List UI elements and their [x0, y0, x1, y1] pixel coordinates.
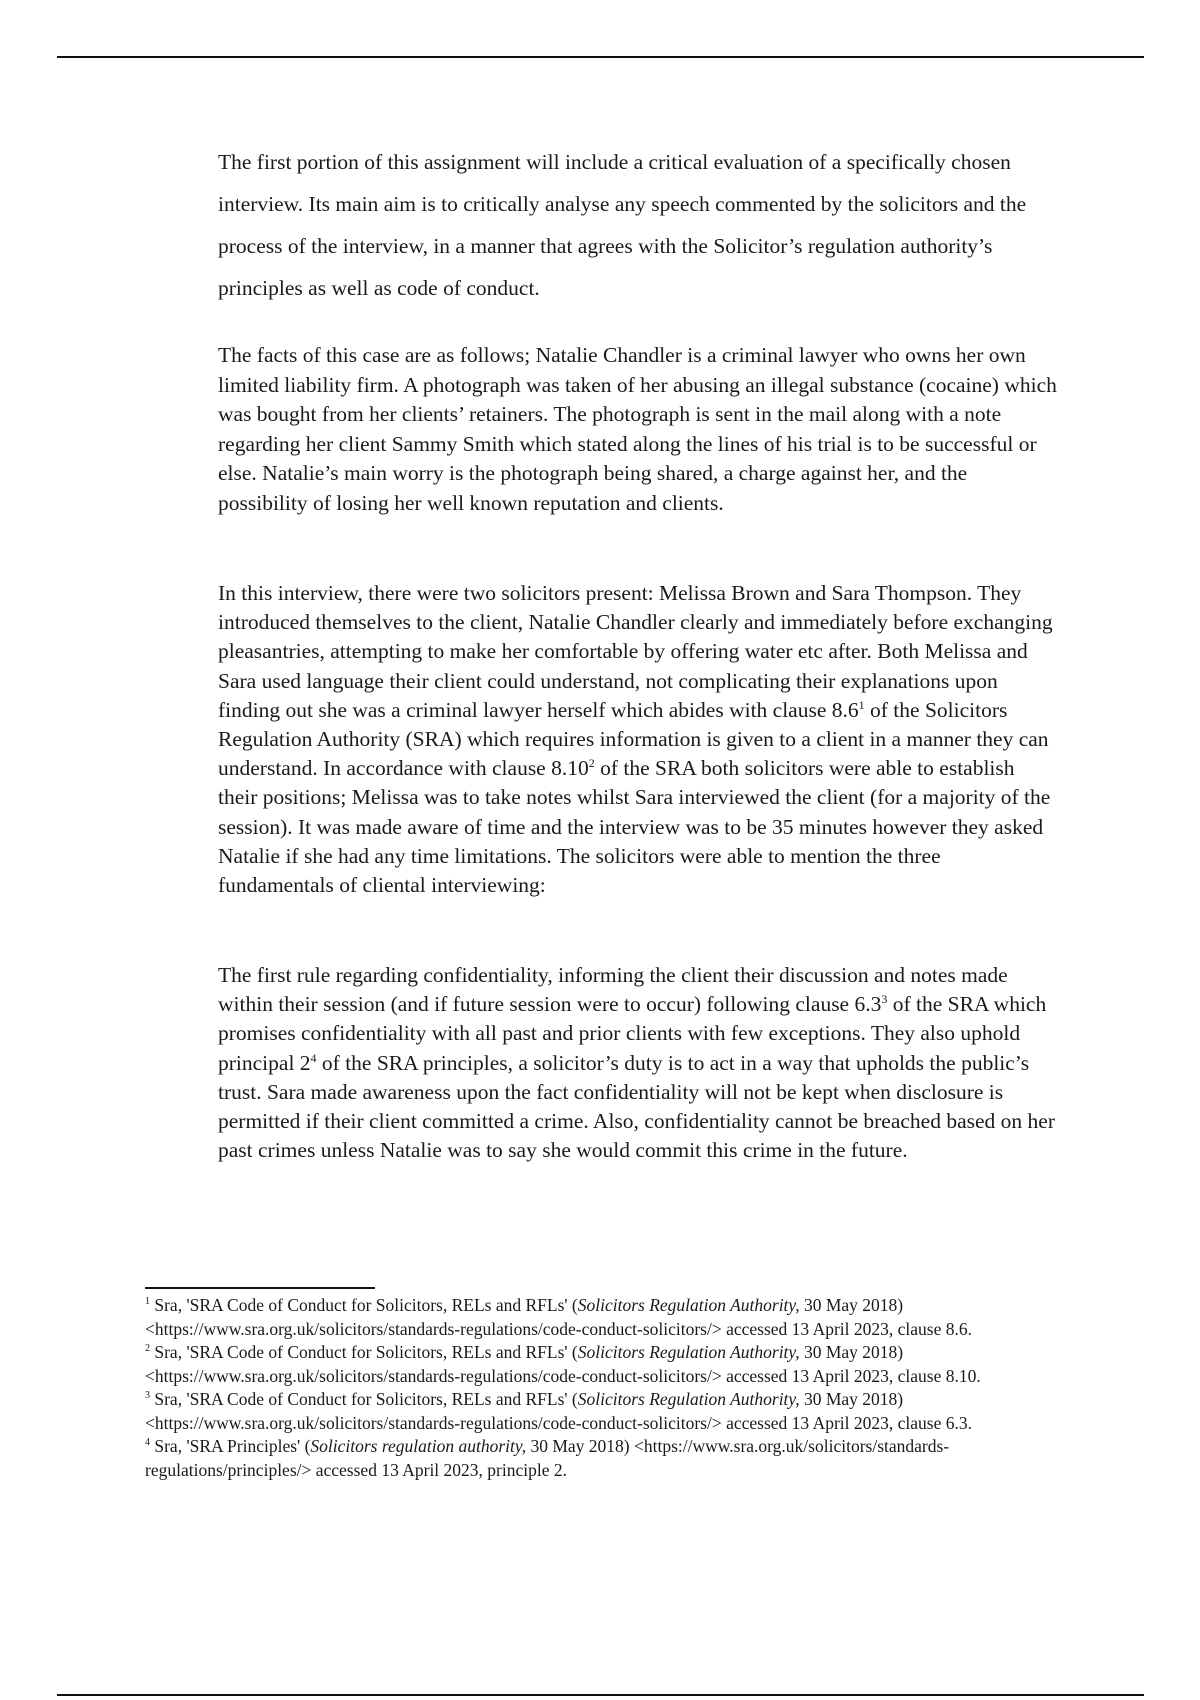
footnote-text: 30 May 2018) <https://www.sra.org.uk/solicitors/standards-regulations/code-conduct-solicitors/> accessed 13 April 2023, clause 8.6.: [145, 1295, 973, 1339]
footnote-ref-2[interactable]: 2: [588, 756, 595, 771]
footnote-source: Solicitors Regulation Authority,: [577, 1389, 800, 1409]
footnote-2: [145, 1341, 1065, 1388]
footnote-ref-4[interactable]: 4: [310, 1050, 317, 1065]
footnote-4: [145, 1435, 1065, 1482]
footnote-text: 30 May 2018) <https://www.sra.org.uk/solicitors/standards-regulations/principles/> accessed 13 April 2023, principle 2.: [145, 1436, 950, 1480]
footnote-number: 3: [145, 1390, 150, 1402]
footnote-text: Sra, 'SRA Principles' (: [150, 1436, 311, 1456]
paragraph-introduction: The first portion of this assignment will include a critical evaluation of a specifically chosen interview. Its main aim is to critically analyse any speech commented by the solicitors and the process of the interview, in a manner that agrees with the Solicitor’s regulation authority’s principles as well as code of conduct.: [218, 150, 1027, 300]
footnote-source: Solicitors regulation authority,: [310, 1436, 527, 1456]
paragraph-interview: [218, 579, 1058, 900]
bottom-rule: [57, 1694, 1144, 1696]
footnote-ref-1[interactable]: 1: [858, 697, 865, 712]
paragraph-interview-part-a: In this interview, there were two solicitors present: Melissa Brown and Sara Thompson. They introduced themselves to the client, Natalie Chandler clearly and immediately before exchanging pleasantries, attempting to make her comfortable by offering water etc after. Both Melissa and Sara used language their client could understand, not complicating their explanations upon finding out she was a criminal lawyer herself which abides with clause 8.6: [218, 581, 1053, 722]
footnote-source: Solicitors Regulation Authority,: [577, 1295, 800, 1315]
footnote-source: Solicitors Regulation Authority,: [577, 1342, 800, 1362]
paragraph-interview-part-c: of the SRA both solicitors were able to establish their positions; Melissa was to take notes whilst Sara interviewed the client (for a majority of the session). It was made aware of time and the interview was to be 35 minutes however they asked Natalie if she had any time limitations. The solicitors were able to mention the three fundamentals of cliental interviewing:: [218, 756, 1051, 898]
footnotes: [145, 1294, 1065, 1482]
paragraph-case-facts: The facts of this case are as follows; Natalie Chandler is a criminal lawyer who owns her own limited liability firm. A photograph was taken of her abusing an illegal substance (cocaine) which was bought from her clients’ retainers. The photograph is sent in the mail along with a note regarding her client Sammy Smith which stated along the lines of his trial is to be successful or else. Natalie’s main worry is the photograph being shared, a charge against her, and the possibility of losing her well known reputation and clients.: [218, 343, 1057, 515]
footnote-3: [145, 1388, 1065, 1435]
footnote-number: 2: [145, 1343, 150, 1355]
footnote-text: Sra, 'SRA Code of Conduct for Solicitors, RELs and RFLs' (: [150, 1342, 578, 1362]
top-rule: [57, 56, 1144, 58]
footnote-1: [145, 1294, 1065, 1341]
paragraph-confidentiality: [218, 961, 1058, 1165]
footnote-number: 4: [145, 1437, 150, 1449]
footnote-text: Sra, 'SRA Code of Conduct for Solicitors, RELs and RFLs' (: [150, 1389, 578, 1409]
footnote-text: 30 May 2018) <https://www.sra.org.uk/solicitors/standards-regulations/code-conduct-solicitors/> accessed 13 April 2023, clause 6.3.: [145, 1389, 973, 1433]
paragraph-confidentiality-part-c: of the SRA principles, a solicitor’s duty is to act in a way that upholds the public’s trust. Sara made awareness upon the fact confidentiality will not be kept when disclosure is permitted if their client committed a crime. Also, confidentiality cannot be breached based on her past crimes unless Natalie was to say she would commit this crime in the future.: [218, 1050, 1056, 1163]
footnote-ref-3[interactable]: 3: [881, 992, 888, 1007]
paragraph-confidentiality-part-a: The first rule regarding confidentiality, informing the client their discussion and notes made within their session (and if future session were to occur) following clause 6.3: [218, 963, 1008, 1017]
paragraph-confidentiality-part-b: of the SRA which promises confidentiality with all past and prior clients with few exceptions. They also uphold principal 2: [218, 992, 1047, 1075]
footnote-number: 1: [145, 1296, 150, 1308]
footnote-text: Sra, 'SRA Code of Conduct for Solicitors, RELs and RFLs' (: [150, 1295, 578, 1315]
paragraph-interview-part-b: of the Solicitors Regulation Authority (SRA) which requires information is given to a client in a manner they can understand. In accordance with clause 8.10: [218, 697, 1049, 781]
footnote-separator: [145, 1287, 375, 1289]
footnote-text: 30 May 2018) <https://www.sra.org.uk/solicitors/standards-regulations/code-conduct-solicitors/> accessed 13 April 2023, clause 8.10.: [145, 1342, 981, 1386]
